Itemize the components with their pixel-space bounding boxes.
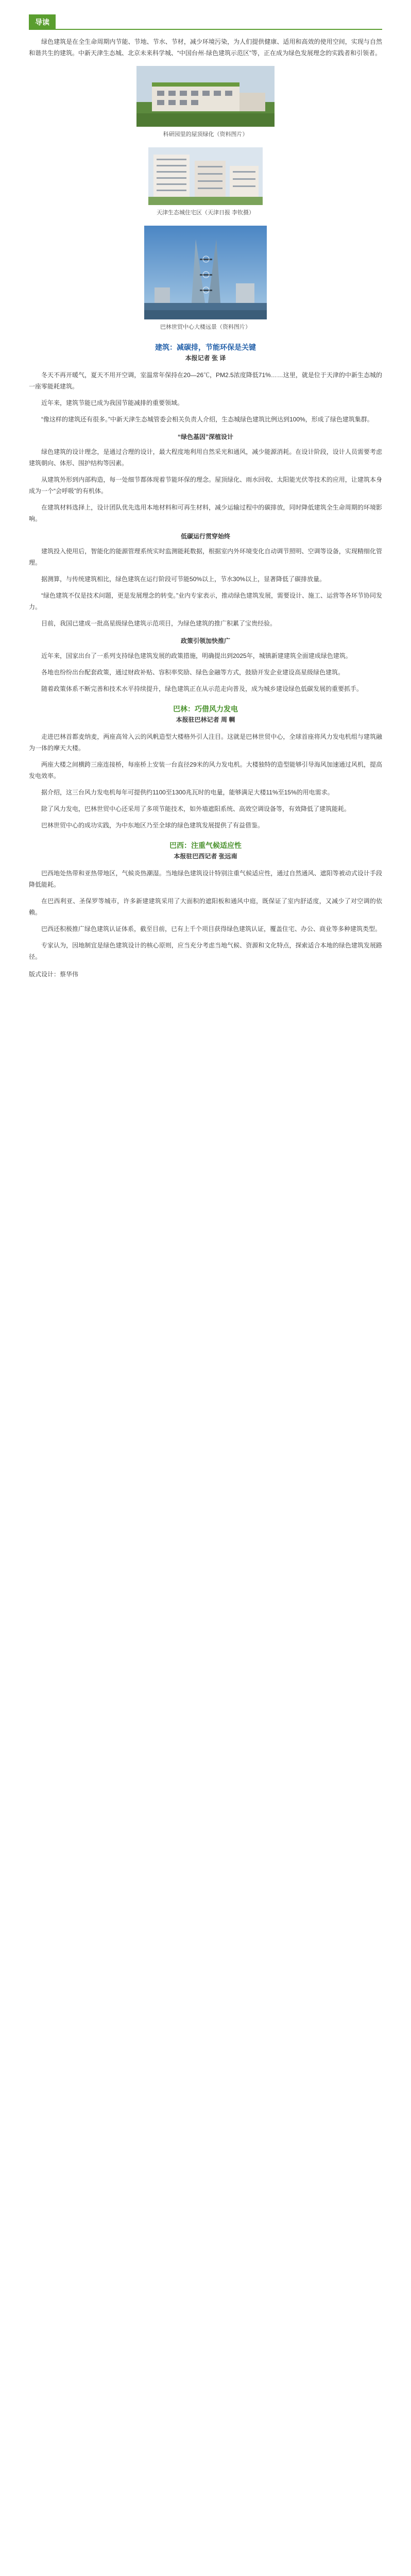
article1-section-title: 政策引领加快推广	[180, 637, 230, 645]
intro-paragraph: 绿色建筑是在全生命周期内节能、节地、节水、节材，减少环境污染，为人们提供健康、适用和高效的使用空间，实现与自然和谐共生的建筑。中新天津生态城、北京未来科学城、“中国台州·绿色建筑示范区”等，正在成为绿色发展理念的实践者和引领者。	[29, 38, 382, 57]
article3-byline: 本报驻巴西记者 张远南	[174, 853, 237, 860]
article1-section-paragraph: 随着政策体系不断完善和技术水平持续提升，绿色建筑正在从示范走向普及，成为城乡建设绿色低碳发展的重要抓手。	[41, 685, 363, 692]
article2-title: 巴林：巧借风力发电	[173, 705, 238, 713]
article2-paragraph: 除了风力发电，巴林世贸中心还采用了多项节能技术，如外墙遮阳系统、高效空调设备等，有效降低了建筑能耗。	[41, 805, 351, 812]
article-bahrain	[29, 704, 382, 831]
article3-paragraph: 巴西地处热带和亚热带地区，气候炎热潮湿。当地绿色建筑设计特别注重气候适应性，通过自然通风、遮阳等被动式设计手段降低能耗。	[29, 870, 382, 888]
article1-section-paragraph: 近年来，国家出台了一系列支持绿色建筑发展的政策措施，明确提出到2025年，城镇新建建筑全面建成绿色建筑。	[41, 652, 352, 659]
article1-section-paragraph: 从建筑外形到内部构造，每一处细节都体现着节能环保的理念。屋顶绿化、雨水回收、太阳能光伏等技术的应用，让建筑本身成为一个“会呼吸”的有机体。	[29, 476, 382, 495]
article1-section-paragraph: 各地也纷纷出台配套政策，通过财政补贴、容积率奖励、绿色金融等方式，鼓励开发企业建设高星级绿色建筑。	[41, 669, 345, 676]
header-bar	[29, 0, 382, 30]
article2-byline: 本报驻巴林记者 周 輖	[176, 716, 235, 723]
article1-section-paragraph: “绿色建筑不仅是技术问题，更是发展理念的转变。”业内专家表示，推动绿色建筑发展，需要设计、施工、运营等各环节协同发力。	[29, 592, 382, 611]
article1-paragraph: 冬天不再开暖气，夏天不用开空调，室温常年保持在20—26℃，PM2.5浓度降低71%……这里，就是位于天津的中新生态城的一座零能耗建筑。	[29, 371, 382, 390]
article1-section-paragraph: 建筑投入使用后，智能化的能源管理系统实时监测能耗数据，根据室内外环境变化自动调节照明、空调等设备，实现精细化管理。	[29, 548, 382, 566]
figure-bahrain-wtc	[29, 226, 382, 333]
article1-section-paragraph: 目前，我国已建成一批高星级绿色建筑示范项目，为绿色建筑的推广积累了宝贵经验。	[41, 620, 277, 627]
article1-paragraph: “像这样的建筑还有很多。”中新天津生态城管委会相关负责人介绍，生态城绿色建筑比例达到100%，形成了绿色建筑集群。	[41, 416, 373, 423]
article1-section-paragraph: 在建筑材料选择上，设计团队优先选用本地材料和可再生材料，减少运输过程中的碳排放，同时降低建筑全生命周期的环境影响。	[29, 504, 382, 522]
article1-section-paragraph: 据测算，与传统建筑相比，绿色建筑在运行阶段可节能50%以上，节水30%以上，显著降低了碳排放量。	[41, 575, 326, 583]
article2-paragraph: 两座大楼之间横跨三座连接桥，每座桥上安装一台直径29米的风力发电机。大楼独特的造型能够引导海风加速通过风机，提高发电效率。	[29, 761, 382, 779]
figure-rooftop-greenery	[29, 66, 382, 140]
article1-section-title: “绿色基因”深植设计	[177, 433, 233, 440]
article2-paragraph: 据介绍，这三台风力发电机每年可提供约1100至1300兆瓦时的电量，能够满足大楼11%至15%的用电需求。	[41, 789, 334, 796]
article3-paragraph: 专家认为，因地制宜是绿色建筑设计的核心原则，应当充分考虑当地气候、资源和文化特点，探索适合本地的绿色建筑发展路径。	[29, 942, 382, 960]
article1-paragraph: 近年来，建筑节能已成为我国节能减排的重要领域。	[41, 399, 184, 406]
photo-bahrain-wtc	[144, 226, 267, 319]
photo-rooftop-greenery	[136, 66, 275, 127]
figure-caption-3: 巴林世贸中心大楼远景（资料图片）	[160, 324, 251, 330]
article3-paragraph: 巴西还积极推广绿色建筑认证体系，截至目前，已有上千个项目获得绿色建筑认证，覆盖住宅、办公、商业等多种建筑类型。	[41, 925, 382, 933]
article1-title: 建筑：减碳排，节能环保是关键	[155, 343, 256, 351]
article2-paragraph: 走进巴林首都麦纳麦，两座高耸入云的风帆造型大楼格外引人注目。这就是巴林世贸中心，全球首座将风力发电机组与建筑融为一体的摩天大楼。	[29, 733, 382, 752]
figure-residential	[29, 147, 382, 218]
article1-section-paragraph: 绿色建筑的设计理念，是通过合理的设计，最大程度地利用自然采光和通风，减少能源消耗。在设计阶段，设计人员需要考虑建筑朝向、体形、围护结构等因素。	[29, 448, 382, 467]
article3-title: 巴西：注重气候适应性	[169, 841, 242, 850]
layout-credit: 版式设计：蔡华伟	[29, 971, 79, 978]
header-rule	[56, 29, 382, 30]
article1-section-title: 低碳运行贯穿始终	[180, 533, 230, 540]
figure-caption-1: 科研园里的屋顶绿化（资料图片）	[163, 131, 248, 138]
article3-paragraph: 在巴西利亚、圣保罗等城市，许多新建建筑采用了大面积的遮阳板和通风中庭，既保证了室内舒适度，又减少了对空调的依赖。	[29, 897, 382, 916]
article-buildings	[29, 342, 382, 694]
photo-residential	[148, 147, 263, 205]
figure-caption-2: 天津生态城住宅区（天津日报 李钦摄）	[156, 210, 255, 216]
guide-tag: 导读	[29, 14, 56, 30]
page	[0, 0, 411, 999]
article-brazil	[29, 840, 382, 962]
article2-paragraph: 巴林世贸中心的成功实践，为中东地区乃至全球的绿色建筑发展提供了有益借鉴。	[41, 822, 264, 829]
article1-byline: 本报记者 张 译	[185, 354, 226, 362]
